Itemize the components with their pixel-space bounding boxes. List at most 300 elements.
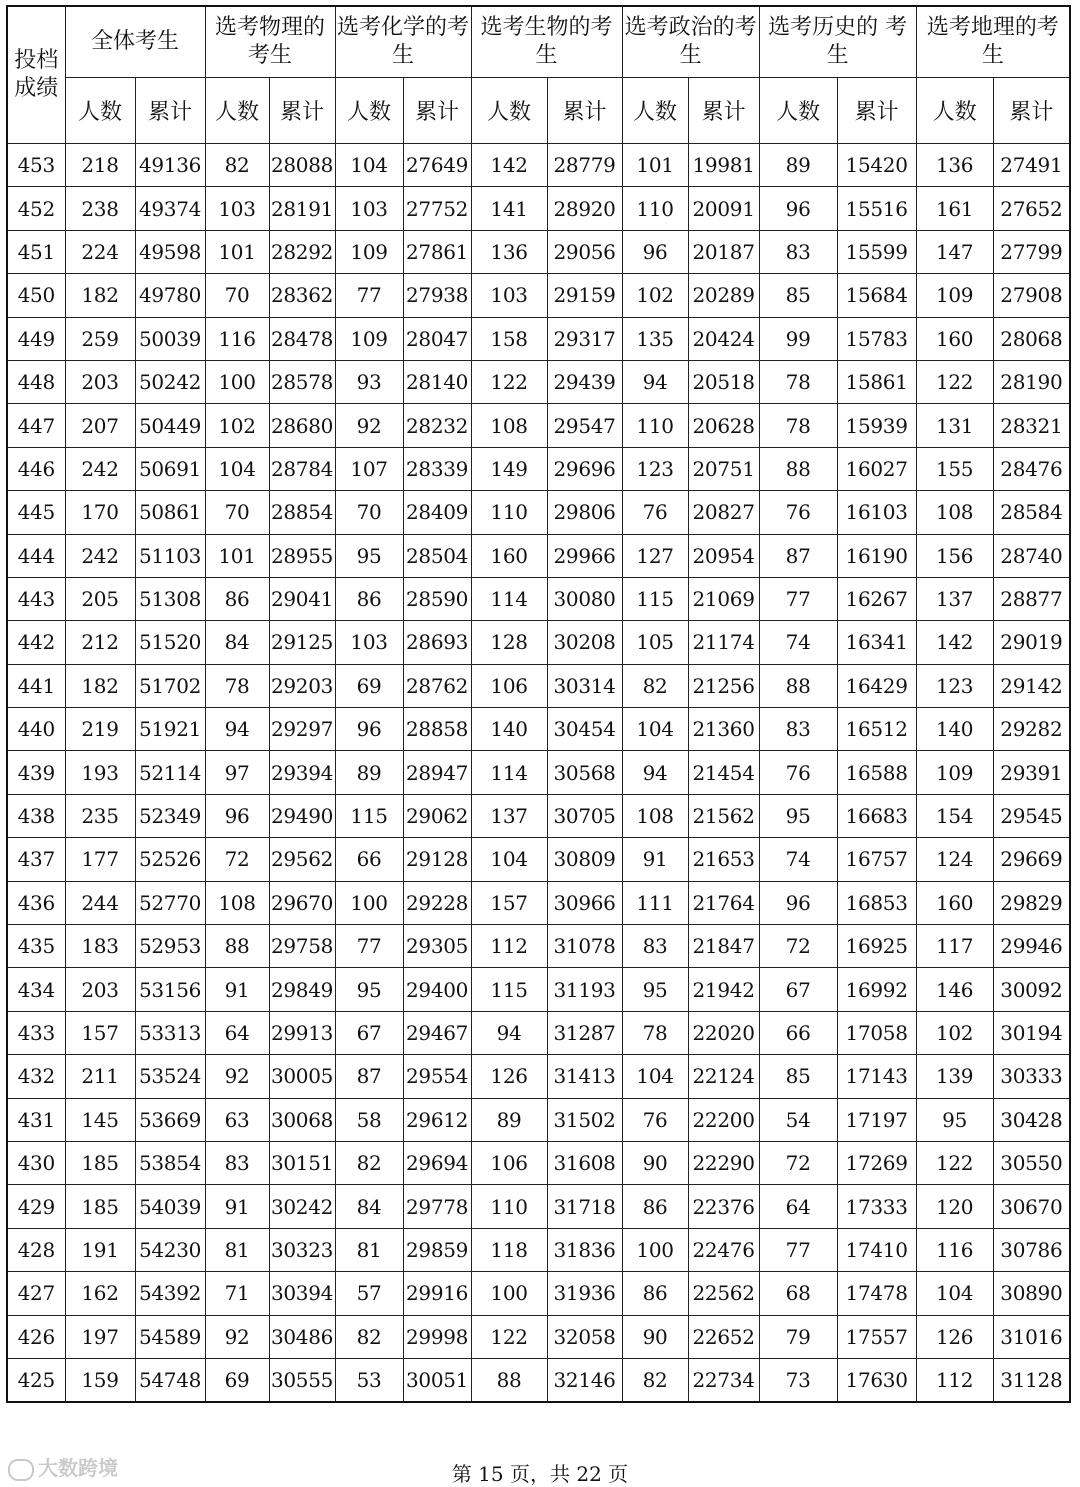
cumulative-cell: 30786 — [993, 1228, 1070, 1271]
cumulative-cell: 30005 — [269, 1055, 335, 1098]
count-cell: 140 — [916, 708, 993, 751]
cumulative-cell: 52526 — [135, 838, 205, 881]
count-cell: 74 — [759, 621, 837, 664]
cumulative-cell: 29228 — [403, 881, 471, 924]
cumulative-cell: 16853 — [837, 881, 916, 924]
table-row — [7, 664, 1070, 707]
count-cell: 88 — [759, 664, 837, 707]
table-row — [7, 360, 1070, 403]
count-cell: 112 — [916, 1358, 993, 1402]
cumulative-cell: 31016 — [993, 1315, 1070, 1358]
count-cell: 95 — [622, 968, 688, 1011]
cumulative-cell: 49374 — [135, 187, 205, 230]
cumulative-cell: 19981 — [688, 144, 759, 187]
count-cell: 96 — [759, 187, 837, 230]
cumulative-cell: 29612 — [403, 1098, 471, 1141]
subheader-count: 人数 — [335, 78, 403, 144]
count-cell: 76 — [622, 491, 688, 534]
table-row — [7, 1055, 1070, 1098]
count-cell: 74 — [759, 838, 837, 881]
count-cell: 124 — [916, 838, 993, 881]
count-cell: 96 — [205, 794, 269, 837]
count-cell: 108 — [622, 794, 688, 837]
count-cell: 238 — [65, 187, 135, 230]
cumulative-cell: 21454 — [688, 751, 759, 794]
table-row — [7, 751, 1070, 794]
cumulative-cell: 29778 — [403, 1185, 471, 1228]
count-cell: 110 — [622, 187, 688, 230]
cumulative-cell: 17410 — [837, 1228, 916, 1271]
cumulative-cell: 16588 — [837, 751, 916, 794]
count-cell: 120 — [916, 1185, 993, 1228]
cumulative-cell: 22290 — [688, 1141, 759, 1184]
cumulative-cell: 21653 — [688, 838, 759, 881]
cumulative-cell: 28920 — [547, 187, 622, 230]
cumulative-cell: 27491 — [993, 144, 1070, 187]
count-cell: 78 — [759, 404, 837, 447]
count-cell: 115 — [471, 968, 547, 1011]
cumulative-cell: 30314 — [547, 664, 622, 707]
table-row — [7, 534, 1070, 577]
cumulative-cell: 28362 — [269, 274, 335, 317]
table-row — [7, 230, 1070, 273]
count-cell: 77 — [335, 925, 403, 968]
cumulative-cell: 15599 — [837, 230, 916, 273]
count-cell: 94 — [471, 1011, 547, 1054]
cumulative-cell: 28191 — [269, 187, 335, 230]
count-cell: 155 — [916, 447, 993, 490]
cumulative-cell: 30151 — [269, 1141, 335, 1184]
count-cell: 86 — [622, 1185, 688, 1228]
table-row — [7, 1358, 1070, 1402]
cumulative-cell: 29946 — [993, 925, 1070, 968]
count-cell: 57 — [335, 1272, 403, 1315]
cumulative-cell: 28693 — [403, 621, 471, 664]
count-cell: 72 — [205, 838, 269, 881]
cumulative-cell: 52114 — [135, 751, 205, 794]
count-cell: 92 — [205, 1315, 269, 1358]
count-cell: 95 — [335, 968, 403, 1011]
cumulative-cell: 29159 — [547, 274, 622, 317]
subheader-total: 累计 — [135, 78, 205, 144]
score-cell: 440 — [7, 708, 65, 751]
cumulative-cell: 29669 — [993, 838, 1070, 881]
table-row — [7, 1098, 1070, 1141]
subheader-count: 人数 — [916, 78, 993, 144]
count-cell: 101 — [205, 534, 269, 577]
cumulative-cell: 30670 — [993, 1185, 1070, 1228]
count-cell: 104 — [471, 838, 547, 881]
count-cell: 139 — [916, 1055, 993, 1098]
count-cell: 162 — [65, 1272, 135, 1315]
header-group-all: 全体考生 — [65, 6, 205, 78]
cumulative-cell: 30208 — [547, 621, 622, 664]
cumulative-cell: 16341 — [837, 621, 916, 664]
cumulative-cell: 16512 — [837, 708, 916, 751]
count-cell: 122 — [916, 1141, 993, 1184]
count-cell: 69 — [335, 664, 403, 707]
cumulative-cell: 27938 — [403, 274, 471, 317]
score-distribution-table-container — [6, 5, 1069, 1403]
count-cell: 108 — [916, 491, 993, 534]
count-cell: 145 — [65, 1098, 135, 1141]
count-cell: 114 — [471, 751, 547, 794]
cumulative-cell: 53854 — [135, 1141, 205, 1184]
count-cell: 82 — [205, 144, 269, 187]
score-cell: 427 — [7, 1272, 65, 1315]
cumulative-cell: 16190 — [837, 534, 916, 577]
cumulative-cell: 29128 — [403, 838, 471, 881]
cumulative-cell: 21069 — [688, 577, 759, 620]
cumulative-cell: 31193 — [547, 968, 622, 1011]
cumulative-cell: 27752 — [403, 187, 471, 230]
count-cell: 137 — [916, 577, 993, 620]
count-cell: 100 — [335, 881, 403, 924]
score-cell: 431 — [7, 1098, 65, 1141]
score-cell: 449 — [7, 317, 65, 360]
cumulative-cell: 27908 — [993, 274, 1070, 317]
score-cell: 441 — [7, 664, 65, 707]
cumulative-cell: 53669 — [135, 1098, 205, 1141]
count-cell: 111 — [622, 881, 688, 924]
count-cell: 94 — [205, 708, 269, 751]
cumulative-cell: 17478 — [837, 1272, 916, 1315]
cumulative-cell: 29317 — [547, 317, 622, 360]
cumulative-cell: 30568 — [547, 751, 622, 794]
count-cell: 83 — [205, 1141, 269, 1184]
count-cell: 100 — [205, 360, 269, 403]
count-cell: 203 — [65, 360, 135, 403]
header-group-biology: 选考生物的考生 — [471, 6, 622, 78]
cumulative-cell: 31936 — [547, 1272, 622, 1315]
cumulative-cell: 51308 — [135, 577, 205, 620]
cumulative-cell: 21764 — [688, 881, 759, 924]
count-cell: 235 — [65, 794, 135, 837]
score-cell: 437 — [7, 838, 65, 881]
count-cell: 177 — [65, 838, 135, 881]
score-cell: 428 — [7, 1228, 65, 1271]
cumulative-cell: 21847 — [688, 925, 759, 968]
cumulative-cell: 28190 — [993, 360, 1070, 403]
header-group-history: 选考历史的 考生 — [759, 6, 916, 78]
cumulative-cell: 29806 — [547, 491, 622, 534]
cumulative-cell: 28476 — [993, 447, 1070, 490]
cumulative-cell: 29467 — [403, 1011, 471, 1054]
count-cell: 104 — [335, 144, 403, 187]
score-cell: 434 — [7, 968, 65, 1011]
count-cell: 126 — [471, 1055, 547, 1098]
cumulative-cell: 28947 — [403, 751, 471, 794]
score-cell: 447 — [7, 404, 65, 447]
cumulative-cell: 16267 — [837, 577, 916, 620]
count-cell: 104 — [205, 447, 269, 490]
count-cell: 70 — [335, 491, 403, 534]
cumulative-cell: 28068 — [993, 317, 1070, 360]
cumulative-cell: 29282 — [993, 708, 1070, 751]
count-cell: 90 — [622, 1141, 688, 1184]
cumulative-cell: 29391 — [993, 751, 1070, 794]
cumulative-cell: 28339 — [403, 447, 471, 490]
count-cell: 66 — [335, 838, 403, 881]
count-cell: 82 — [622, 1358, 688, 1402]
score-cell: 429 — [7, 1185, 65, 1228]
count-cell: 99 — [759, 317, 837, 360]
count-cell: 82 — [622, 664, 688, 707]
count-cell: 102 — [916, 1011, 993, 1054]
cumulative-cell: 31502 — [547, 1098, 622, 1141]
cumulative-cell: 28877 — [993, 577, 1070, 620]
count-cell: 104 — [622, 1055, 688, 1098]
cumulative-cell: 27649 — [403, 144, 471, 187]
table-row — [7, 447, 1070, 490]
count-cell: 108 — [471, 404, 547, 447]
cumulative-cell: 16429 — [837, 664, 916, 707]
table-row — [7, 1011, 1070, 1054]
cumulative-cell: 30966 — [547, 881, 622, 924]
header-score: 投档成绩 — [7, 6, 65, 144]
cumulative-cell: 54748 — [135, 1358, 205, 1402]
count-cell: 85 — [759, 274, 837, 317]
cumulative-cell: 28740 — [993, 534, 1070, 577]
cumulative-cell: 29849 — [269, 968, 335, 1011]
cumulative-cell: 22020 — [688, 1011, 759, 1054]
count-cell: 73 — [759, 1358, 837, 1402]
count-cell: 89 — [759, 144, 837, 187]
cumulative-cell: 15516 — [837, 187, 916, 230]
count-cell: 94 — [622, 360, 688, 403]
count-cell: 81 — [205, 1228, 269, 1271]
cumulative-cell: 50449 — [135, 404, 205, 447]
cumulative-cell: 28292 — [269, 230, 335, 273]
cumulative-cell: 22200 — [688, 1098, 759, 1141]
count-cell: 122 — [471, 360, 547, 403]
count-cell: 123 — [622, 447, 688, 490]
cumulative-cell: 30080 — [547, 577, 622, 620]
count-cell: 183 — [65, 925, 135, 968]
cumulative-cell: 53156 — [135, 968, 205, 1011]
count-cell: 69 — [205, 1358, 269, 1402]
cumulative-cell: 54392 — [135, 1272, 205, 1315]
table-row — [7, 1185, 1070, 1228]
cumulative-cell: 28047 — [403, 317, 471, 360]
cumulative-cell: 21360 — [688, 708, 759, 751]
cumulative-cell: 22652 — [688, 1315, 759, 1358]
count-cell: 244 — [65, 881, 135, 924]
table-row — [7, 404, 1070, 447]
cumulative-cell: 21942 — [688, 968, 759, 1011]
count-cell: 91 — [205, 1185, 269, 1228]
cumulative-cell: 29305 — [403, 925, 471, 968]
cumulative-cell: 29694 — [403, 1141, 471, 1184]
table-row — [7, 794, 1070, 837]
count-cell: 218 — [65, 144, 135, 187]
cumulative-cell: 52770 — [135, 881, 205, 924]
cumulative-cell: 29400 — [403, 968, 471, 1011]
cumulative-cell: 28478 — [269, 317, 335, 360]
cumulative-cell: 51921 — [135, 708, 205, 751]
cumulative-cell: 28955 — [269, 534, 335, 577]
cumulative-cell: 28590 — [403, 577, 471, 620]
score-cell: 435 — [7, 925, 65, 968]
count-cell: 96 — [335, 708, 403, 751]
count-cell: 68 — [759, 1272, 837, 1315]
count-cell: 96 — [622, 230, 688, 273]
cumulative-cell: 17333 — [837, 1185, 916, 1228]
cumulative-cell: 29439 — [547, 360, 622, 403]
count-cell: 103 — [335, 187, 403, 230]
cumulative-cell: 29562 — [269, 838, 335, 881]
cumulative-cell: 30809 — [547, 838, 622, 881]
cumulative-cell: 28779 — [547, 144, 622, 187]
cumulative-cell: 29056 — [547, 230, 622, 273]
count-cell: 219 — [65, 708, 135, 751]
count-cell: 78 — [759, 360, 837, 403]
cumulative-cell: 30333 — [993, 1055, 1070, 1098]
cumulative-cell: 20091 — [688, 187, 759, 230]
subheader-count: 人数 — [471, 78, 547, 144]
cumulative-cell: 29966 — [547, 534, 622, 577]
header-group-physics: 选考物理的考生 — [205, 6, 335, 78]
cumulative-cell: 31718 — [547, 1185, 622, 1228]
cumulative-cell: 17058 — [837, 1011, 916, 1054]
cumulative-cell: 28854 — [269, 491, 335, 534]
cumulative-cell: 16925 — [837, 925, 916, 968]
count-cell: 77 — [335, 274, 403, 317]
count-cell: 96 — [759, 881, 837, 924]
count-cell: 83 — [759, 708, 837, 751]
cumulative-cell: 30428 — [993, 1098, 1070, 1141]
count-cell: 100 — [471, 1272, 547, 1315]
count-cell: 136 — [916, 144, 993, 187]
header-group-politics: 选考政治的考生 — [622, 6, 759, 78]
count-cell: 95 — [759, 794, 837, 837]
score-cell: 425 — [7, 1358, 65, 1402]
subheader-count: 人数 — [759, 78, 837, 144]
cumulative-cell: 29696 — [547, 447, 622, 490]
count-cell: 146 — [916, 968, 993, 1011]
cumulative-cell: 17269 — [837, 1141, 916, 1184]
cumulative-cell: 31608 — [547, 1141, 622, 1184]
count-cell: 259 — [65, 317, 135, 360]
count-cell: 84 — [335, 1185, 403, 1228]
subheader-total: 累计 — [269, 78, 335, 144]
count-cell: 182 — [65, 274, 135, 317]
count-cell: 170 — [65, 491, 135, 534]
cumulative-cell: 17197 — [837, 1098, 916, 1141]
count-cell: 92 — [205, 1055, 269, 1098]
cumulative-cell: 29203 — [269, 664, 335, 707]
count-cell: 136 — [471, 230, 547, 273]
cumulative-cell: 51520 — [135, 621, 205, 664]
cumulative-cell: 27799 — [993, 230, 1070, 273]
count-cell: 82 — [335, 1141, 403, 1184]
cumulative-cell: 30705 — [547, 794, 622, 837]
count-cell: 224 — [65, 230, 135, 273]
cumulative-cell: 22562 — [688, 1272, 759, 1315]
cumulative-cell: 21256 — [688, 664, 759, 707]
count-cell: 101 — [622, 144, 688, 187]
subheader-total: 累计 — [547, 78, 622, 144]
count-cell: 114 — [471, 577, 547, 620]
count-cell: 58 — [335, 1098, 403, 1141]
count-cell: 157 — [471, 881, 547, 924]
count-cell: 82 — [335, 1315, 403, 1358]
count-cell: 106 — [471, 1141, 547, 1184]
count-cell: 205 — [65, 577, 135, 620]
count-cell: 106 — [471, 664, 547, 707]
cumulative-cell: 20518 — [688, 360, 759, 403]
score-cell: 450 — [7, 274, 65, 317]
cumulative-cell: 32146 — [547, 1358, 622, 1402]
count-cell: 78 — [622, 1011, 688, 1054]
score-cell: 426 — [7, 1315, 65, 1358]
cumulative-cell: 50691 — [135, 447, 205, 490]
count-cell: 110 — [471, 491, 547, 534]
watermark-text: 大数跨境 — [38, 1456, 118, 1480]
cumulative-cell: 15939 — [837, 404, 916, 447]
cumulative-cell: 54039 — [135, 1185, 205, 1228]
cumulative-cell: 28321 — [993, 404, 1070, 447]
subheader-count: 人数 — [65, 78, 135, 144]
count-cell: 83 — [759, 230, 837, 273]
cumulative-cell: 28504 — [403, 534, 471, 577]
cumulative-cell: 17143 — [837, 1055, 916, 1098]
score-cell: 436 — [7, 881, 65, 924]
count-cell: 103 — [205, 187, 269, 230]
cumulative-cell: 53313 — [135, 1011, 205, 1054]
count-cell: 193 — [65, 751, 135, 794]
count-cell: 103 — [335, 621, 403, 664]
cumulative-cell: 20289 — [688, 274, 759, 317]
count-cell: 185 — [65, 1185, 135, 1228]
cumulative-cell: 31078 — [547, 925, 622, 968]
count-cell: 182 — [65, 664, 135, 707]
count-cell: 122 — [471, 1315, 547, 1358]
cumulative-cell: 51702 — [135, 664, 205, 707]
cumulative-cell: 54230 — [135, 1228, 205, 1271]
cumulative-cell: 30550 — [993, 1141, 1070, 1184]
score-cell: 453 — [7, 144, 65, 187]
cumulative-cell: 30555 — [269, 1358, 335, 1402]
count-cell: 88 — [471, 1358, 547, 1402]
header-group-geography: 选考地理的考生 — [916, 6, 1070, 78]
cumulative-cell: 29062 — [403, 794, 471, 837]
cumulative-cell: 20628 — [688, 404, 759, 447]
cumulative-cell: 52349 — [135, 794, 205, 837]
count-cell: 76 — [759, 751, 837, 794]
cumulative-cell: 28088 — [269, 144, 335, 187]
count-cell: 63 — [205, 1098, 269, 1141]
score-distribution-table — [6, 5, 1071, 1403]
cumulative-cell: 29394 — [269, 751, 335, 794]
cumulative-cell: 28140 — [403, 360, 471, 403]
cumulative-cell: 30323 — [269, 1228, 335, 1271]
count-cell: 86 — [335, 577, 403, 620]
score-cell: 445 — [7, 491, 65, 534]
cumulative-cell: 30394 — [269, 1272, 335, 1315]
count-cell: 95 — [916, 1098, 993, 1141]
count-cell: 115 — [622, 577, 688, 620]
count-cell: 203 — [65, 968, 135, 1011]
count-cell: 107 — [335, 447, 403, 490]
score-cell: 451 — [7, 230, 65, 273]
cumulative-cell: 32058 — [547, 1315, 622, 1358]
count-cell: 88 — [759, 447, 837, 490]
cumulative-cell: 15420 — [837, 144, 916, 187]
cumulative-cell: 29913 — [269, 1011, 335, 1054]
score-cell: 448 — [7, 360, 65, 403]
subheader-count: 人数 — [622, 78, 688, 144]
